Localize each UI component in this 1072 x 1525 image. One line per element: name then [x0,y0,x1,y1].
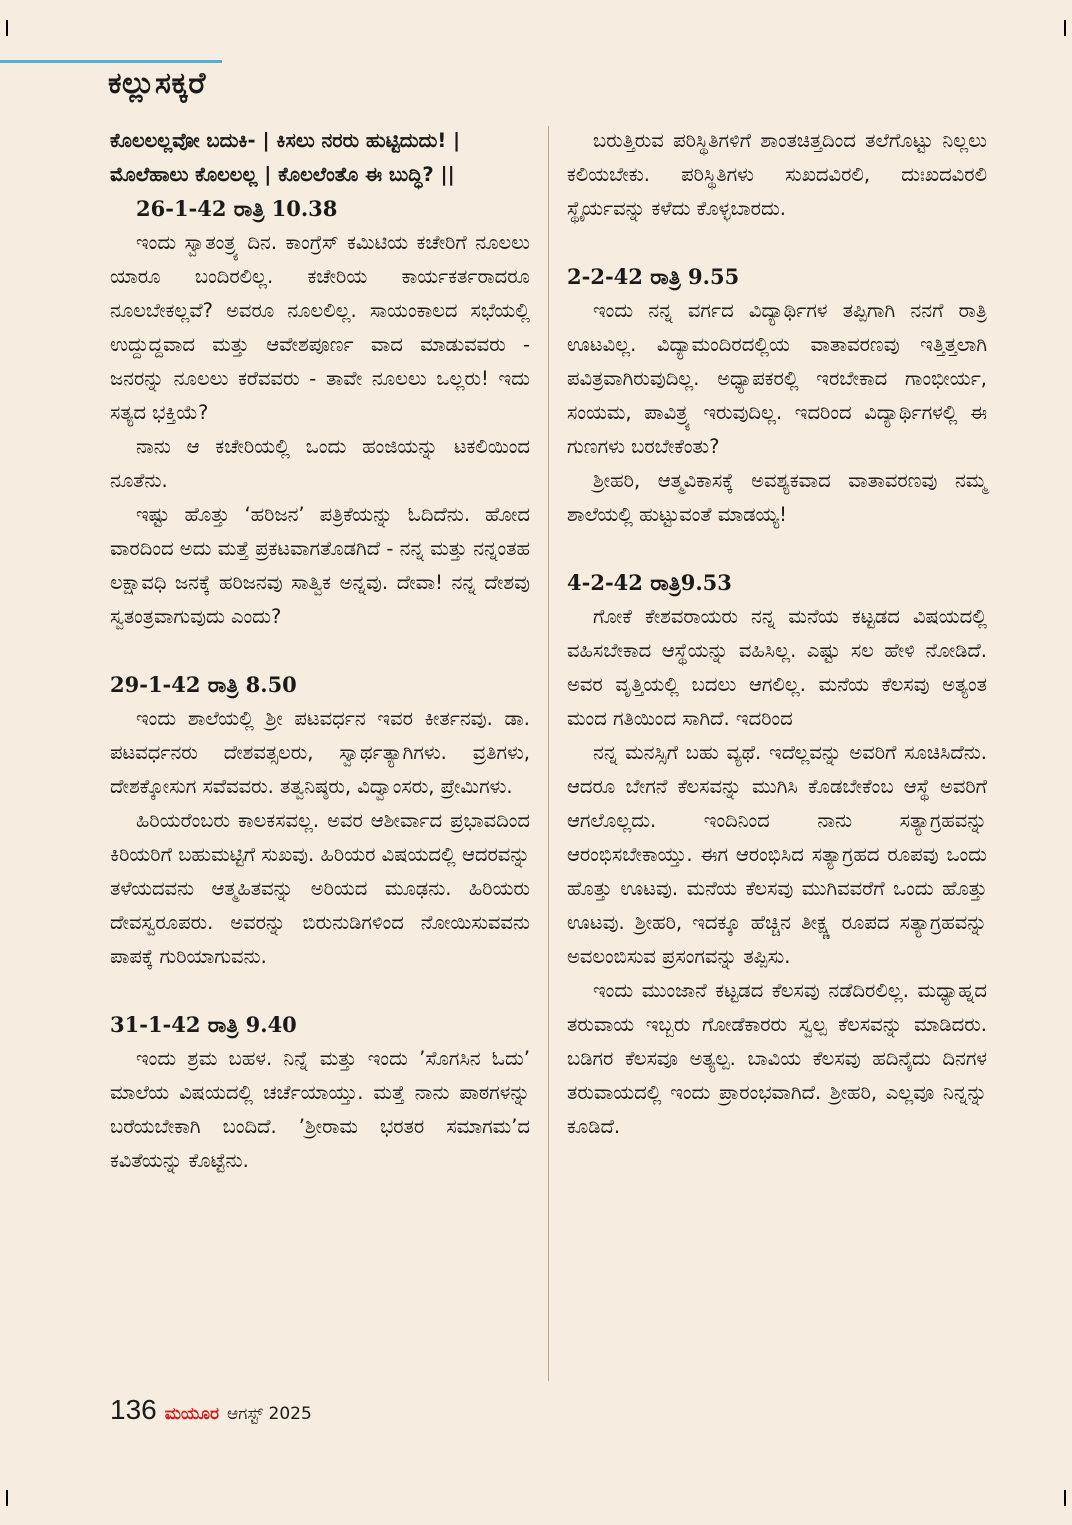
entry-paragraph: ಇಂದು ಶ್ರಮ ಬಹಳ. ನಿನ್ನೆ ಮತ್ತು ಇಂದು ’ಸೊಗಸಿನ ಓದು’ ಮಾಲೆಯ ವಿಷಯದಲ್ಲಿ ಚರ್ಚೆಯಾಯ್ತು. ಮತ್ತೆ ನಾನು ಪಾಠಗಳನ್ನು ಬರೆಯಬೇಕಾಗಿ ಬಂದಿದೆ. ’ಶ್ರೀರಾಮ ಭರತರ ಸಮಾಗಮ’ದ ಕವಿತೆಯನ್ನು ಕೊಟ್ಟೆನು. [110,1047,530,1172]
entry-heading: 4-2-42 ರಾತ್ರಿ9.53 [567,570,732,595]
entry-paragraph: ಇಂದು ಸ್ವಾತಂತ್ರ್ಯ ದಿನ. ಕಾಂಗ್ರೆಸ್ ಕಮಿಟಿಯ ಕಚೇರಿಗೆ ನೂಲಲು ಯಾರೂ ಬಂದಿರಲಿಲ್ಲ. ಕಚೇರಿಯ ಕಾರ್ಯಕರ್ತರಾದರೂ ನೂಲಬೇಕಲ್ಲವೆ? ಅವರೂ ನೂಲಲಿಲ್ಲ. ಸಾಯಂಕಾಲದ ಸಭೆಯಲ್ಲಿ ಉದ್ದುದ್ದವಾದ ಮತ್ತು ಆವೇಶಪೂರ್ಣ ವಾದ ಮಾಡುವವರು - ಜನರನ್ನು ನೂಲಲು ಕರೆವವರು - ತಾವೇ ನೂಲಲು ಒಲ್ಲರು! ಇದು ಸತ್ಯದ ಭಕ್ತಿಯೆ? [110,231,530,424]
left-column [110,124,530,1178]
issue-date: ಆಗಸ್ಟ್ 2025 [226,1404,312,1424]
entry-paragraph: ಇಂದು ನನ್ನ ವರ್ಗದ ವಿದ್ಯಾರ್ಥಿಗಳ ತಪ್ಪಿಗಾಗಿ ನನಗೆ ರಾತ್ರಿ ಊಟವಿಲ್ಲ. ವಿದ್ಯಾಮಂದಿರದಲ್ಲಿಯ ವಾತಾವರಣವು ಇತ್ತಿತ್ತಲಾಗಿ ಪವಿತ್ರವಾಗಿರುವುದಿಲ್ಲ. ಅಧ್ಯಾಪಕರಲ್ಲಿ ಇರಬೇಕಾದ ಗಾಂಭೀರ್ಯ, ಸಂಯಮ, ಪಾವಿತ್ರ್ಯ ಇರುವುದಿಲ್ಲ. ಇದರಿಂದ ವಿದ್ಯಾರ್ಥಿಗಳಲ್ಲಿ ಈ ಗುಣಗಳು ಬರಬೇಕೆಂತು? [567,299,987,458]
magazine-logo: ಮಯೂರ [164,1404,219,1424]
entry-paragraph: ನನ್ನ ಮನಸ್ಸಿಗೆ ಬಹು ವ್ಯಥೆ. ಇದೆಲ್ಲವನ್ನು ಅವರಿಗೆ ಸೂಚಿಸಿದೆನು. ಆದರೂ ಬೇಗನೆ ಕೆಲಸವನ್ನು ಮುಗಿಸಿ ಕೊಡಬೇಕೆಂಬ ಆಸ್ಥೆ ಅವರಿಗೆ ಆಗಲೊಲ್ಲದು. ಇಂದಿನಿಂದ ನಾನು ಸತ್ಯಾಗ್ರಹವನ್ನು ಆರಂಭಿಸಬೇಕಾಯ್ತು. ಈಗ ಆರಂಭಿಸಿದ ಸತ್ಯಾಗ್ರಹದ ರೂಪವು ಒಂದು ಹೊತ್ತು ಊಟವು. ಮನೆಯ ಕೆಲಸವು ಮುಗಿವವರೆಗೆ ಒಂದು ಹೊತ್ತು ಊಟವು. ಶ್ರೀಹರಿ, ಇದಕ್ಕೂ ಹೆಚ್ಚಿನ ತೀಕ್ಷ್ಣ ರೂಪದ ಸತ್ಯಾಗ್ರಹವನ್ನು ಅವಲಂಬಿಸುವ ಪ್ರಸಂಗವನ್ನು ತಪ್ಪಿಸು. [567,741,987,968]
entry-paragraph: ಇಷ್ಟು ಹೊತ್ತು ‘ಹರಿಜನ’ ಪತ್ರಿಕೆಯನ್ನು ಓದಿದೆನು. ಹೋದ ವಾರದಿಂದ ಅದು ಮತ್ತೆ ಪ್ರಕಟವಾಗತೊಡಗಿದೆ - ನನ್ನ ಮತ್ತು ನನ್ನಂತಹ ಲಕ್ಷಾವಧಿ ಜನಕ್ಕೆ ಹರಿಜನವು ಸಾತ್ವಿಕ ಅನ್ನವು. ದೇವಾ! ನನ್ನ ದೇಶವು ಸ್ವತಂತ್ರವಾಗುವುದು ಎಂದು? [110,503,530,628]
entry-paragraph: ಗೋಕೆ ಕೇಶವರಾಯರು ನನ್ನ ಮನೆಯ ಕಟ್ಟಡದ ವಿಷಯದಲ್ಲಿ ವಹಿಸಬೇಕಾದ ಆಸ್ಥೆಯನ್ನು ವಹಿಸಿಲ್ಲ. ಎಷ್ಟು ಸಲ ಹೇಳಿ ನೋಡಿದೆ. ಅವರ ವೃತ್ತಿಯಲ್ಲಿ ಬದಲು ಆಗಲಿಲ್ಲ. ಮನೆಯ ಕೆಲಸವು ಅತ್ಯಂತ ಮಂದ ಗತಿಯಿಂದ ಸಾಗಿದೆ. ಇದರಿಂದ [567,605,987,730]
crop-mark-top-left [6,20,8,36]
entry-heading: 29-1-42 ರಾತ್ರಿ 8.50 [110,672,297,697]
opening-verse: ಕೊಲಲಲ್ಲವೋ ಬದುಕಿ- | ಕಿಸಲು ನರರು ಹುಟ್ಟಿದುದು! |ಮೊಲೆಹಾಲು ಕೊಲಲಲ್ಲ | ಕೊಲಲೆಂತೊ ಈ ಬುದ್ಧಿ? || [110,129,461,186]
crop-mark-bottom-left [6,1490,8,1506]
continuation-paragraph: ಬರುತ್ತಿರುವ ಪರಿಸ್ಥಿತಿಗಳಿಗೆ ಶಾಂತಚಿತ್ತದಿಂದ ತಲೆಗೊಟ್ಟು ನಿಲ್ಲಲು ಕಲಿಯಬೇಕು. ಪರಿಸ್ಥಿತಿಗಳು ಸುಖದವಿರಲಿ, ದುಃಖದವಿರಲಿ ಸ್ಥೈರ್ಯವನ್ನು ಕಳೆದು ಕೊಳ್ಳಬಾರದು. [567,129,987,220]
column-divider [548,126,549,1381]
page-number: 136 [110,1394,157,1425]
entry-paragraph: ಹಿರಿಯರೆಂಬರು ಕಾಲಕಸವಲ್ಲ. ಅವರ ಆಶೀರ್ವಾದ ಪ್ರಭಾವದಿಂದ ಕಿರಿಯರಿಗೆ ಬಹುಮಟ್ಟಿಗೆ ಸುಖವು. ಹಿರಿಯರ ವಿಷಯದಲ್ಲಿ ಆದರವನ್ನು ತಳೆಯದವನು ಆತ್ಮಹಿತವನ್ನು ಅರಿಯದ ಮೂಢನು. ಹಿರಿಯರು ದೇವಸ್ವರೂಪರು. ಅವರನ್ನು ಬಿರುನುಡಿಗಳಿಂದ ನೋಯಿಸುವವನು ಪಾಪಕ್ಕೆ ಗುರಿಯಾಗುವನು. [110,809,530,968]
section-title: ಕಲ್ಲುಸಕ್ಕರೆ [108,66,206,101]
crop-mark-top-right [1064,20,1066,36]
entry-heading: 26-1-42 ರಾತ್ರಿ 10.38 [136,196,338,221]
right-column [567,124,987,1144]
page-footer [110,1394,312,1430]
crop-mark-bottom-right [1064,1490,1066,1506]
header-rule [0,60,222,63]
entry-paragraph: ಇಂದು ಶಾಲೆಯಲ್ಲಿ ಶ್ರೀ ಪಟವರ್ಧನ ಇವರ ಕೀರ್ತನವು. ಡಾ. ಪಟವರ್ಧನರು ದೇಶವತ್ಸಲರು, ಸ್ವಾರ್ಥತ್ಯಾಗಿಗಳು. ವ್ರತಿಗಳು, ದೇಶಕ್ಕೋಸುಗ ಸವೆವವರು. ತತ್ವನಿಷ್ಠರು, ವಿದ್ವಾಂಸರು, ಪ್ರೇಮಿಗಳು. [110,707,530,798]
entry-heading: 2-2-42 ರಾತ್ರಿ 9.55 [567,264,740,289]
entry-paragraph: ಶ್ರೀಹರಿ, ಆತ್ಮವಿಕಾಸಕ್ಕೆ ಅವಶ್ಯಕವಾದ ವಾತಾವರಣವು ನಮ್ಮ ಶಾಲೆಯಲ್ಲಿ ಹುಟ್ಟುವಂತೆ ಮಾಡಯ್ಯ! [567,469,987,526]
entry-paragraph: ನಾನು ಆ ಕಚೇರಿಯಲ್ಲಿ ಒಂದು ಹಂಜಿಯನ್ನು ಟಕಲಿಯಿಂದ ನೂತೆನು. [110,435,530,492]
entry-paragraph: ಇಂದು ಮುಂಜಾನೆ ಕಟ್ಟಡದ ಕೆಲಸವು ನಡೆದಿರಲಿಲ್ಲ. ಮಧ್ಯಾಹ್ನದ ತರುವಾಯ ಇಬ್ಬರು ಗೋಡೆಕಾರರು ಸ್ವಲ್ಪ ಕೆಲಸವನ್ನು ಮಾಡಿದರು. ಬಡಿಗರ ಕೆಲಸವೂ ಅತ್ಯಲ್ಪ. ಬಾವಿಯ ಕೆಲಸವು ಹದಿನೈದು ದಿನಗಳ ತರುವಾಯದಲ್ಲಿ ಇಂದು ಪ್ರಾರಂಭವಾಗಿದೆ. ಶ್ರೀಹರಿ, ಎಲ್ಲವೂ ನಿನ್ನನ್ನು ಕೂಡಿದೆ. [567,979,987,1138]
entry-heading: 31-1-42 ರಾತ್ರಿ 9.40 [110,1012,297,1037]
